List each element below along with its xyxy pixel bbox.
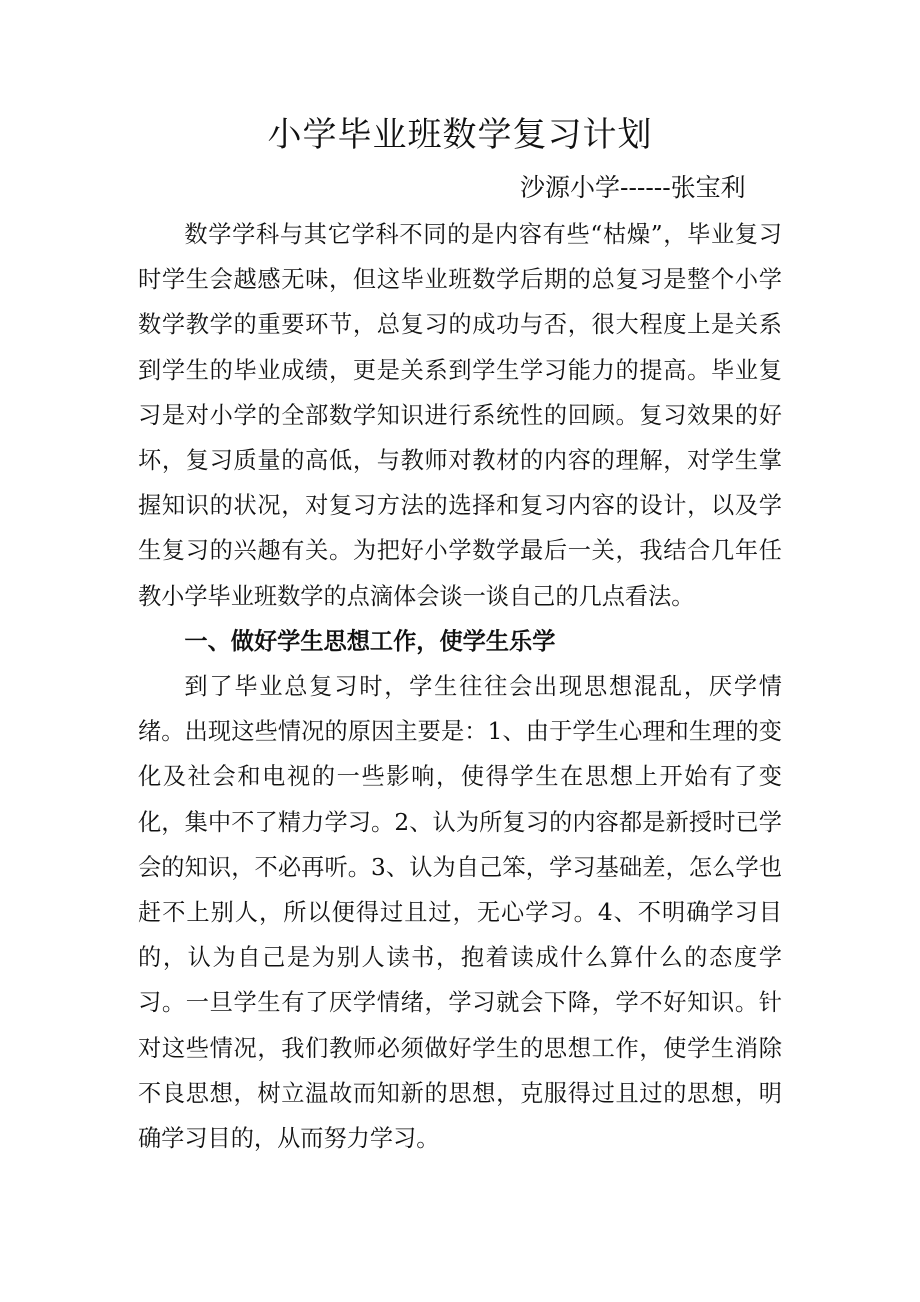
section-1-paragraph: 到了毕业总复习时，学生往往会出现思想混乱，厌学情绪。出现这些情况的原因主要是：1、由于学生心理和生理的变化及社会和电视的一些影响，使得学生在思想上开始有了变化，集中不了精力学习。2、认为所复习的内容都是新授时已学会的知识，不必再听。3、认为自己笨，学习基础差，怎么学也赶不上别人，所以便得过且过，无心学习。4、不明确学习目的，认为自己是为别人读书，抱着读成什么算什么的态度学习。一旦学生有了厌学情绪，学习就会下降，学不好知识。针对这些情况，我们教师必须做好学生的思想工作，使学生消除不良思想，树立温故而知新的思想，克服得过且过的思想，明确学习目的，从而努力学习。 (138, 673, 782, 1153)
document-body (138, 212, 782, 1161)
section-heading-1: 一、做好学生思想工作，使学生乐学 (184, 627, 556, 655)
author-line: 沙源小学------张宝利 (520, 173, 746, 202)
intro-paragraph: 数学学科与其它学科不同的是内容有些“枯燥”，毕业复习时学生会越感无味，但这毕业班数学后期的总复习是整个小学数学教学的重要环节，总复习的成功与否，很大程度上是关系到学生的毕业成绩，更是关系到学生学习能力的提高。毕业复习是对小学的全部数学知识进行系统性的回顾。复习效果的好坏，复习质量的高低，与教师对教材的内容的理解，对学生掌握知识的状况，对复习方法的选择和复习内容的设计，以及学生复习的兴趣有关。为把好小学数学最后一关，我结合几年任教小学毕业班数学的点滴体会谈一谈自己的几点看法。 (138, 221, 782, 610)
document-title: 小学毕业班数学复习计划 (267, 115, 653, 155)
